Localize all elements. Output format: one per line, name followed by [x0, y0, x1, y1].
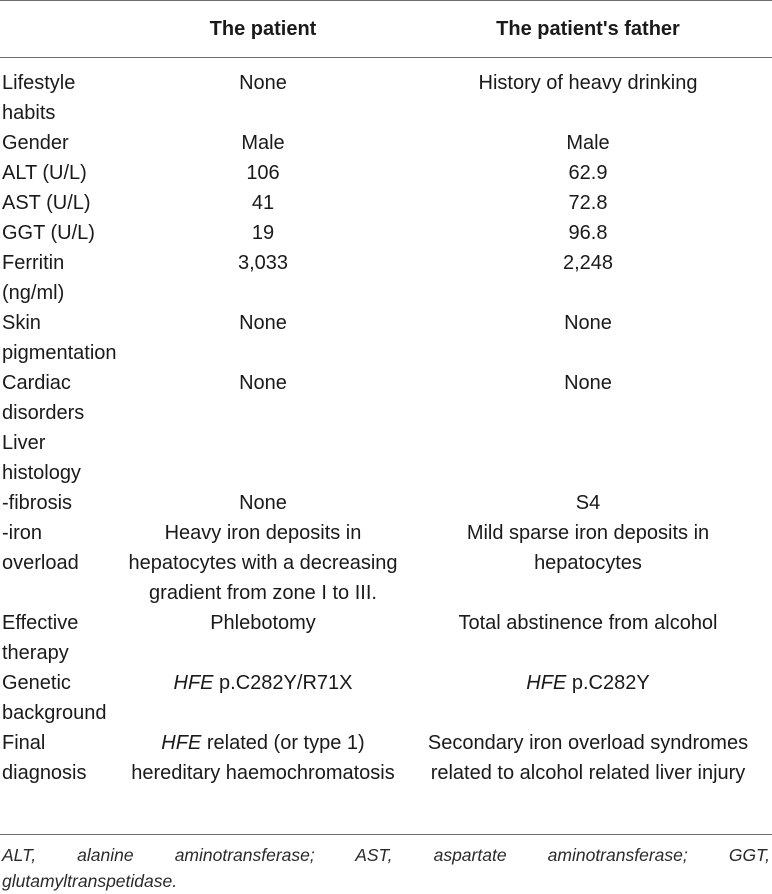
header-blank — [0, 0, 122, 57]
father-cell: Total abstinence from alcohol — [458, 612, 718, 634]
row-label: Genetic background — [2, 672, 107, 724]
patient-cell: Phlebotomy — [210, 612, 316, 634]
row-label: Ferritin (ng/ml) — [2, 252, 65, 304]
table-row — [0, 518, 772, 608]
row-label: Gender — [2, 132, 69, 154]
variant-text: p.C282Y/R71X — [213, 672, 353, 694]
table-row — [0, 608, 772, 668]
row-label: Liver histology — [2, 432, 81, 484]
father-cell: 72.8 — [568, 192, 608, 214]
table-footnote — [2, 842, 770, 894]
header-father: The patient's father — [496, 17, 680, 40]
header-patient: The patient — [209, 17, 317, 40]
table-row — [0, 248, 772, 308]
patient-cell — [122, 728, 404, 798]
father-cell: History of heavy drinking — [478, 72, 698, 94]
row-label: Lifestyle habits — [2, 72, 76, 124]
father-cell: S4 — [575, 492, 601, 514]
header-row — [0, 0, 772, 57]
table-row — [0, 368, 772, 428]
patient-cell: None — [239, 312, 287, 334]
footnote-line: ALT, alanine aminotransferase; AST, aspartate aminotransferase; GGT, — [2, 845, 770, 865]
row-label: -iron overload — [2, 522, 79, 574]
father-cell — [404, 428, 772, 488]
row-label: Final diagnosis — [2, 732, 87, 784]
patient-cell: 41 — [251, 192, 275, 214]
father-cell: None — [564, 312, 612, 334]
table-row — [0, 57, 772, 128]
row-label: ALT (U/L) — [2, 162, 87, 184]
variant-text: p.C282Y — [566, 672, 650, 694]
father-cell: None — [564, 372, 612, 394]
table-row — [0, 728, 772, 798]
patient-cell: 3,033 — [237, 252, 289, 274]
patient-cell — [122, 428, 404, 488]
row-label: Skin pigmentation — [2, 312, 117, 364]
gene-name: HFE — [161, 732, 202, 754]
father-cell: 96.8 — [568, 222, 608, 244]
patient-cell: Male — [241, 132, 285, 154]
table-row — [0, 128, 772, 158]
father-cell — [404, 668, 772, 728]
father-cell: Mild sparse iron deposits in hepatocytes — [466, 522, 710, 574]
father-cell: 62.9 — [568, 162, 608, 184]
table-row — [0, 668, 772, 728]
table-row — [0, 308, 772, 368]
father-cell: Secondary iron overload syndromes related to alcohol related liver injury — [427, 732, 749, 784]
patient-cell — [122, 668, 404, 728]
table-row — [0, 218, 772, 248]
table-row — [0, 158, 772, 188]
row-label: Cardiac disorders — [2, 372, 85, 424]
father-cell: 2,248 — [562, 252, 614, 274]
gene-name: HFE — [173, 672, 214, 694]
patient-cell: None — [239, 372, 287, 394]
table-row — [0, 428, 772, 488]
table-row — [0, 488, 772, 518]
diagnosis-text: related (or type 1) hereditary haemochromatosis — [131, 732, 395, 784]
footnote-line: glutamyltranspetidase. — [2, 871, 178, 891]
row-label: AST (U/L) — [2, 192, 91, 214]
patient-cell: 19 — [251, 222, 275, 244]
father-cell: Male — [566, 132, 610, 154]
row-label: GGT (U/L) — [2, 222, 95, 244]
patient-cell: None — [239, 72, 287, 94]
gene-name: HFE — [526, 672, 567, 694]
patient-cell: 106 — [246, 162, 280, 184]
patient-cell: Heavy iron deposits in hepatocytes with a decreasing gradient from zone I to III. — [128, 522, 398, 604]
row-label: Effective therapy — [2, 612, 79, 664]
table-row — [0, 188, 772, 218]
patient-cell: None — [239, 492, 287, 514]
row-label: -fibrosis — [2, 492, 73, 514]
bottom-rule — [0, 834, 772, 835]
